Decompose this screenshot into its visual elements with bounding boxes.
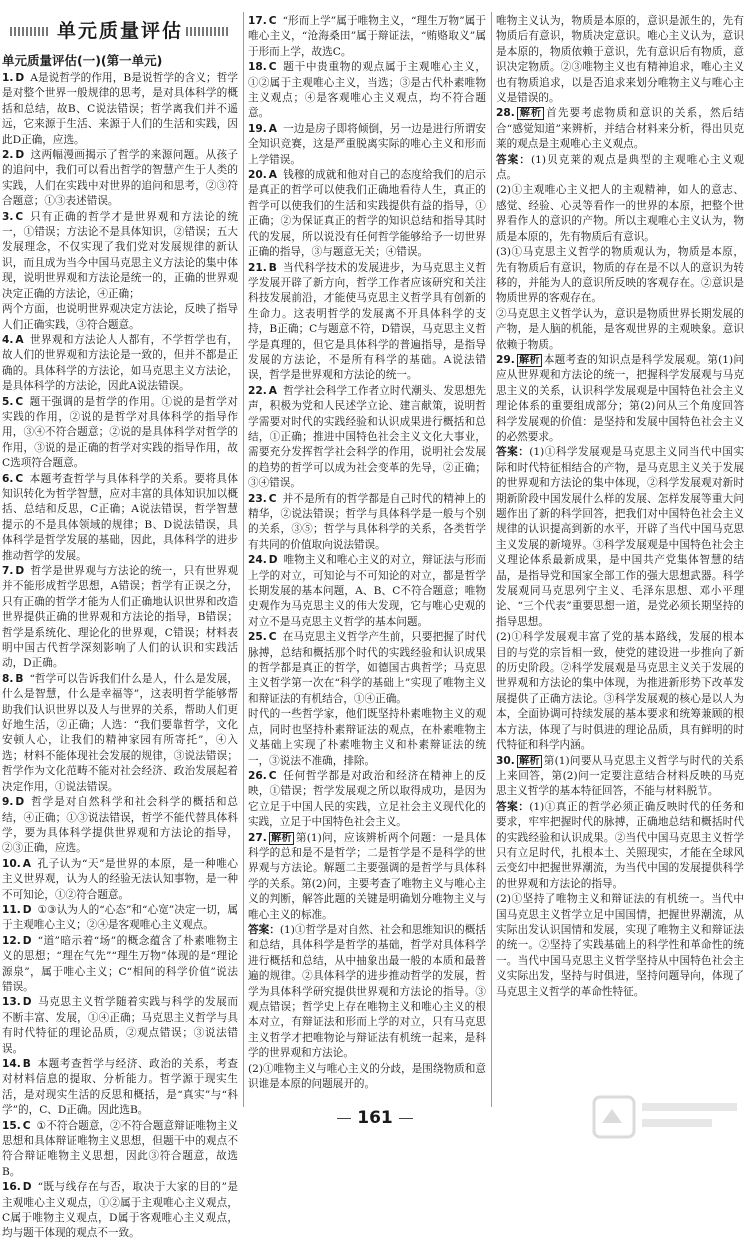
question-number: 13. [2,996,21,1009]
question-number: 17. [248,15,267,27]
explanation-text: 首先要考虑物质和意识的关系，然后结合“感觉知道”来辨析，并结合材料来分析，得出贝克莱的观点是主观唯心主义观点。 [496,107,745,151]
answer-item [2,934,238,996]
explanation-text: (1)①真正的哲学必须正确反映时代的任务和要求，牢牢把握时代的脉搏，正确地总结和概括时代的实践经验和认识成果。②当代中国马克思主义哲学只有立足时代，扎根本土、关照现实，才能在全球风云变幻中把握世界潮流，为当代中国的发展提供科学的世界观和方法论的指导。 [496,800,745,890]
explanation-text: “哲学可以告诉我们什么是人，什么是发展，什么是智慧，什么是幸福等”，这表明哲学能够帮助我们认识世界以及人与世界的关系，帮助人们更好地生活，②正确；人选：“我们要靠哲学，文化安顿人心，让我们的精神家园有所寄托”，④入选；材料不能体现社会发展的规律，③说法错误；哲学作为文化范畴不能对社会经济、政治发展起着决定作用，①说法错误。 [2,672,238,793]
answer-item [2,672,238,795]
question-number: 6. [2,472,14,485]
answer-item [496,445,744,630]
answer-item [2,395,238,472]
analysis-tag: 解析 [518,108,543,120]
title-decoration-left [10,27,54,36]
answer-item [248,384,486,492]
answer-item [248,492,486,554]
answer-item [248,630,486,707]
answer-label: 答案： [496,446,530,459]
explanation-text: 当代科学技术的发展进步，为马克思主义哲学发展开辟了新方向，哲学工作者应该研究和关注科技发展前沿，才能使马克思主义哲学具有创新的生命力。这表明哲学的发展离不开具体科学的支持，B正确；C与题意不符，D错误，马克思主义哲学是真理的，但它是具体科学的普遍指导，是指导发展的方法论，不是所有科学的基础。A说法错误，哲学是世界观和方法论的统一。 [248,261,486,382]
answer-choice: B [22,1058,31,1070]
explanation-text: (2)①主观唯心主义把人的主观精神，如人的意志、感觉、经验、心灵等看作一的世界的本原，把整个世界看作人的意识的产物。所以主观唯心主义认为，物质是本原的，先有物质后有意识。 [496,184,744,243]
question-number: 9. [2,796,14,809]
explanation-text: 在马克思主义哲学产生前，只要把握了时代脉搏，总结和概括那个时代的实践经验和认识成果的哲学都是真正的哲学，如德国古典哲学；马克思主义哲学第一次在“科学的基础上”实现了唯物主义和辩证法的有机结合，①④正确。 [248,631,486,705]
explanation-text: 唯物主义认为，物质是本原的，意识是派生的，先有物质后有意识，物质决定意识。唯心主义认为，意识是本原的，物质依赖于意识，先有意识后有物质，意识决定物质。②③唯物主义也有精神追求，唯心主义也有物质追求，以是否追求来划分唯物主义与唯心主义是错误的。 [496,15,744,105]
answer-item [496,800,744,892]
answer-choice: B [15,672,24,685]
question-number: 26. [248,769,267,782]
explanation-text: ②马克思主义哲学认为，意识是物质世界长期发展的产物，是人脑的机能，是客观世界的主观映象。意识依赖于物质。 [496,307,744,351]
answer-label: 答案： [248,923,280,936]
explanation-text: (1)贝克莱的观点是典型的主观唯心主义观点。 [496,153,744,182]
explanation-text: ①③认为人的“心态”和“心宽”决定一切，属于主观唯心主义；②④是客观唯心主义观点。 [2,903,238,932]
explanation-text: 第(1)问，应该辨析两个问题：一是具体科学的总和是不是哲学；二是哲学是不是科学的世界观与方法论。解题二主要强调的是哲学与具体科学的关系。第(2)问，主要考查了唯物主义与唯心主义的判断，解答此题的关键是明确划分唯物主义与唯心主义的标准。 [248,831,486,921]
watermark-logo [592,1093,742,1143]
explanation-text: (2)①唯物主义与唯心主义的分歧，是围绕物质和意识谁是本原的问题展开的。 [248,1062,486,1091]
answer-choice: C [268,631,277,644]
unit-title-banner [2,18,238,46]
answer-item [2,210,238,302]
explanation-text: 马克思主义哲学随着实践与科学的发展而不断丰富、发展，①④正确；马克思主义哲学与具有时代特征的理论品质，②观点错误；③说法错误。 [2,996,238,1055]
question-number: 14. [2,1058,21,1070]
answer-list-right [496,14,744,1000]
question-number: 2. [2,149,14,162]
question-number: 11. [2,903,21,916]
explanation-text: 任何哲学都是对政治和经济在精神上的反映，①错误；哲学发展观之所以取得成功，是因为它立足于中国人民的实践，立足社会主义现代化的实践，立足于中国特色社会主义。 [248,769,486,829]
question-number: 30. [496,754,515,767]
answer-item [496,183,744,245]
answer-item [248,168,486,260]
explanation-text: 并不是所有的哲学都是自己时代的精神上的精华，②说法错误；哲学与具体科学是一般与个别的关系，③⑤；哲学与具体科学的关系，各类哲学有共同的价值取向说法错误。 [248,492,486,551]
answer-item [496,892,744,1000]
answer-item [496,353,744,445]
explanation-text: 哲学社会科学工作者立时代潮头、发思想先声，积极为党和人民述学立论、建言献策，说明哲学需要对时代的实践经验和认识成果进行概括和总结，①正确；推进中国特色社会主义文化大事业，需要充分发挥哲学社会科学的作用，说明社会发展的趋势的哲学可以成为社会变革的先导，②正确；③④错误。 [248,384,486,490]
column-divider [243,12,244,1107]
answer-label: 答案： [496,800,530,813]
explanation-text: (3)①马克思主义哲学的物质观认为，物质是本原，先有物质后有意识，物质的存在是不以人的意识为转移的，并能为人的意识所反映的客观存在。②意识是物质世界的客观存在。 [496,246,744,305]
answer-item [2,795,238,857]
column-right [496,14,744,1107]
analysis-tag: 解析 [518,354,540,366]
answer-item [248,60,486,122]
answer-choice: A [268,122,277,135]
explanation-text: 这两幅漫画揭示了哲学的来源问题。从孩子的追问中，我们可以看出哲学的智慧产生于人类的实践，人们在实践中对世界的追问和思考，②③符合题意；①③表述错误。 [2,149,238,208]
answer-item [496,153,744,184]
answer-choice: C [268,61,277,74]
question-number: 28. [496,107,515,120]
answer-item [2,857,238,903]
column-left [2,14,238,1240]
column-divider [491,12,492,1107]
question-number: 18. [248,61,267,74]
answer-choice: D [15,565,25,577]
answer-choice: D [22,996,32,1009]
title-decoration-right [186,27,230,36]
question-number: 24. [248,554,267,567]
answer-choice: C [15,395,24,408]
answer-choice: D [15,72,25,84]
answer-item [248,122,486,168]
section-subtitle: 单元质量评估(一)(第一单元) [2,53,163,68]
answer-item [248,769,486,831]
answer-item [2,302,238,333]
answer-item [496,630,744,753]
question-number: 19. [248,122,267,135]
explanation-text: ①不符合题意，②不符合题意辩证唯物主义思想和具体辩证唯物主义思想，但题干中的观点不符合辩证唯物主义思想，因此③符合题意，故选B。 [2,1119,238,1178]
answer-choice: A [268,169,277,182]
question-number: 16. [2,1181,21,1194]
explanation-text: 哲学是对自然科学和社会科学的概括和总结，④正确；①③说法错误，哲学不能代替具体科学，要为具体科学提供世界观和方法论的指导，②③正确，应选。 [2,796,238,855]
answer-choice: D [22,903,32,916]
explanation-text: 唯物主义和唯心主义的对立，辩证法与形而上学的对立，可知论与不可知论的对立，都是哲学长期发展的基本问题，A、B、C不符合题意；唯物史观作为马克思主义的伟大发现，它与唯心史观的对立不是马克思主义哲学的基本问题。 [248,554,486,628]
column-middle [248,14,486,1107]
answer-item [248,923,486,1062]
answer-item [248,261,486,384]
answer-item [248,1062,486,1093]
answer-item [2,333,238,395]
question-number: 10. [2,857,21,870]
answer-label: 答案： [496,153,531,166]
answer-choice: D [22,934,32,947]
answer-item [248,553,486,630]
explanation-text: (1)①科学发展观是马克思主义同当代中国实际和时代特征相结合的产物，是马克思主义关于发展的世界观和方法论的集中体现，②科学发展观对新时期新阶段中国发展什么样的发展、怎样发展等重大问题作出了新的科学回答，把我们对中国特色社会主义规律的认识提高到新的水平，开辟了当代中国马克思主义发展的新境界。③科学发展观是中国特色社会主义理论体系最新成果，是中国共产党集体智慧的结晶，是指导党和国家全部工作的强大思想武器。科学发展观同马克思列宁主义、毛泽东思想、邓小平理论、“三个代表”重要思想一道，是党必须长期坚持的指导思想。 [496,446,745,628]
explanation-text: 钱穆的成就和他对自己的态度给我们的启示是真正的哲学可以使我们正确地看待人生，真正的哲学可以使我们的生活和实践提供有益的指导，①正确；②为保证真正的哲学的知识总结和指导其时代的发展，所以说没有任何哲学能够给予一切世界正确的指导，③与题意无关；④错误。 [248,169,486,259]
question-number: 22. [248,384,267,397]
answer-choice: B [268,261,277,274]
explanation-text: 第(1)问要从马克思主义哲学与时代的关系上来回答，第(2)问一定要注意结合材料反映的马克思主义哲学的基本特征回答，不能与材料脱节。 [496,754,744,798]
explanation-text: 孔子认为“天”是世界的本原，是一种唯心主义世界观，认为人的经验无法认知事物，是一种不可知论，①②符合题意。 [2,857,238,901]
explanation-text: 哲学是世界观与方法论的统一，只有世界观并不能形成哲学思想，A错误；哲学有正误之分，只有正确的哲学才能为人们正确地认识世界和改造世界提供正确的世界观和方法论的指导，B错误；哲学是系统化、理论化的世界观，C错误；材料表明中国古代哲学深刻影响了人们的认识和实践活动，D正确。 [2,565,238,670]
answer-choice: C [268,492,277,505]
question-number: 27. [248,831,267,844]
question-number: 25. [248,631,267,644]
explanation-text: 题干强调的是哲学的作用。①说的是哲学对实践的作用，②说的是哲学对具体科学的指导作用，③④不符合题意；②说的是具体科学对哲学的作用，③说的是正确的哲学对实践的指导作用，故C选项符合题意。 [2,395,238,470]
explanation-text: 时代的一些哲学家，他们既坚持朴素唯物主义的观点，同时也坚持朴素辩证法的观点，在朴素唯物主义基础上实现了朴素唯物主义和朴素辩证法的统一，③说法不准确，排除。 [248,708,486,767]
answer-choice: C [268,769,277,782]
question-number: 29. [496,353,515,366]
question-number: 4. [2,333,14,346]
explanation-text: (1)①哲学是对自然、社会和思维知识的概括和总结，具体科学是哲学的基础，哲学对具体科学进行概括和总结，从中抽象出最一般的本质和最普遍的规律。②具体科学的进步推动哲学的发展，哲学为具体科学研究提供世界观和方法论的指导。③观点错误；哲学史上存在唯物主义和唯心主义的根本对立，有辩证法和形而上学的对立，只有马克思主义哲学才把唯物论与辩证法有机统一起来，是科学的世界观和方法论。 [248,923,486,1060]
answer-choice: D [15,796,25,809]
explanation-text: 题干中贵重物的观点属于主观唯心主义，①②属于主观唯心主义，当选；③是古代朴素唯物主义观点；④是客观唯心主义观点，均不符合题意。 [248,61,486,120]
analysis-tag: 解析 [270,832,292,844]
answer-choice: D [15,149,25,162]
answer-choice: C [15,210,24,223]
explanation-text: “道”暗示着“场”的概念蕴含了朴素唯物主义的思想；“理在气先”“理生万物”体现的是“理论源泉”，属于唯心主义；C“相间的科学价值”说法错误。 [2,934,238,993]
answer-item [2,71,238,148]
question-number: 20. [248,169,267,182]
answer-item [2,995,238,1057]
answer-item [496,245,744,307]
explanation-text: 本题考查哲学与经济、政治的关系，考查对材料信息的提取、分析能力。哲学源于现实生活，是对现实生活的反思和概括，是“真实”与“科学”的，C、D正确。因此选B。 [2,1058,238,1117]
question-number: 1. [2,72,14,84]
question-number: 5. [2,395,14,408]
answer-item [2,903,238,934]
answer-item [2,564,238,672]
explanation-text: (2)①科学发展观丰富了党的基本路线，发展的根本目的与党的宗旨相一致，使党的建设进一步推向了新的历史阶段。②科学发展观是马克思主义关于发展的世界观和方法论的集中体现，为推进新形势下改革发展提供了正确方法论。③科学发展观的核心是以人为本，全面协调可持续发展的基本要求和统筹兼顾的根本方法，体现了与时俱进的理论品质，具有鲜明的时代特征和科学内涵。 [496,631,744,752]
answer-choice: D [22,1181,32,1194]
answer-item [2,1180,238,1242]
answer-choice: C [15,472,24,485]
answer-item [248,14,486,60]
question-number: 3. [2,210,14,223]
answer-item [248,707,486,769]
answer-choice: D [268,554,278,567]
question-number: 7. [2,565,14,577]
explanation-text: 世界观和方法论人人都有，不学哲学也有，故人们的世界观和方法论是一致的，但并不都是正确的。具体科学的方法论，如马克思主义方法论，是具体科学的方法论，因此A说法错误。 [2,333,238,393]
answer-choice: A [268,384,277,397]
answer-choice: A [15,333,24,346]
answer-choice: A [22,857,31,870]
explanation-text: 两个方面，也说明世界观决定方法论，反映了指导人们正确实践，③符合题意。 [2,303,238,331]
answer-item [2,148,238,210]
answer-item [496,106,744,152]
answer-choice: C [22,1119,31,1132]
question-number: 21. [248,261,267,274]
answer-list-left [2,71,238,1242]
explanation-text: 一边是房子即将倾倒，另一边是进行所谓安全知识竞赛，这是严重脱离实际的唯心主义和形而上学错误。 [248,122,486,166]
answer-item [496,307,744,353]
answer-list-middle [248,14,486,1092]
explanation-text: 本题考查的知识点是科学发展观。第(1)问应从世界观和方法论的统一，把握科学发展观与马克思主义的关系，认识科学发展观是中国特色社会主义理论体系的重要组成部分；第(2)问从三个角度回答科学发展观的价值：是坚持和发展中国特色社会主义的必然要求。 [496,353,744,443]
analysis-tag: 解析 [518,755,540,767]
explanation-text: “既与线存在与否，取决于大家的目的”是主观唯心主义观点，①②属于主观唯心主义观点，C属于唯物主义观点，D属于客观唯心主义观点，均与题干体现的观点不一致。 [2,1181,238,1240]
question-number: 8. [2,672,14,685]
answer-item [248,831,486,923]
explanation-text: 只有正确的哲学才是世界观和方法论的统一，①错误；方法论不是具体知识，②错误；五大发展理念，不仅实现了我们党对发展规律的新认识，而且成为当今中国马克思主义方法论的集中体现，说明世界观和方法论是统一的，正确的世界观决定正确的方法论，④正确； [2,210,238,300]
explanation-text: “形而上学”属于唯物主义，“理生万物”属于唯心主义，“沧海桑田”属于辩证法，“贿赂取义”属于形而上学，故选C。 [248,15,486,58]
answer-item [2,472,238,564]
page-number-text: 161 [357,1108,393,1128]
unit-title: 单元质量评估 [49,24,191,39]
question-number: 15. [2,1119,21,1132]
explanation-text: A是说哲学的作用，B是说哲学的含义；哲学是对整个世界一般规律的思考，是对具体科学的概括和总结，故B、C说法错误；哲学离我们并不遥远，它来源于生活、来源于人们的生活和实践，因此D正确，应选。 [2,72,238,146]
question-number: 23. [248,492,267,505]
answer-choice: C [268,15,277,27]
answer-item [496,14,744,106]
explanation-text: (2)①坚持了唯物主义和辩证法的有机统一。当代中国马克思主义哲学立足中国国情，把握世界潮流，从实际出发认识国情和发展，实现了唯物主义和辩证法的统一。②坚持了实践基础上的科学性和革命性的统一。当代中国马克思主义哲学坚持从中国特色社会主义实际出发，坚持与时俱进，坚持问题导向，体现了马克思主义哲学的革命性特征。 [496,893,744,998]
question-number: 12. [2,934,21,947]
explanation-text: 本题考查哲学与具体科学的关系。要将具体知识转化为哲学智慧，应对丰富的具体知识加以概括、总结和反思，C正确；A说法错误，哲学智慧提示的不是具体领域的规律；B、D说法错误，具体科学是哲学发展的基础，因此，具体科学的进步推动哲学的发展。 [2,472,238,562]
answer-item [496,754,744,800]
